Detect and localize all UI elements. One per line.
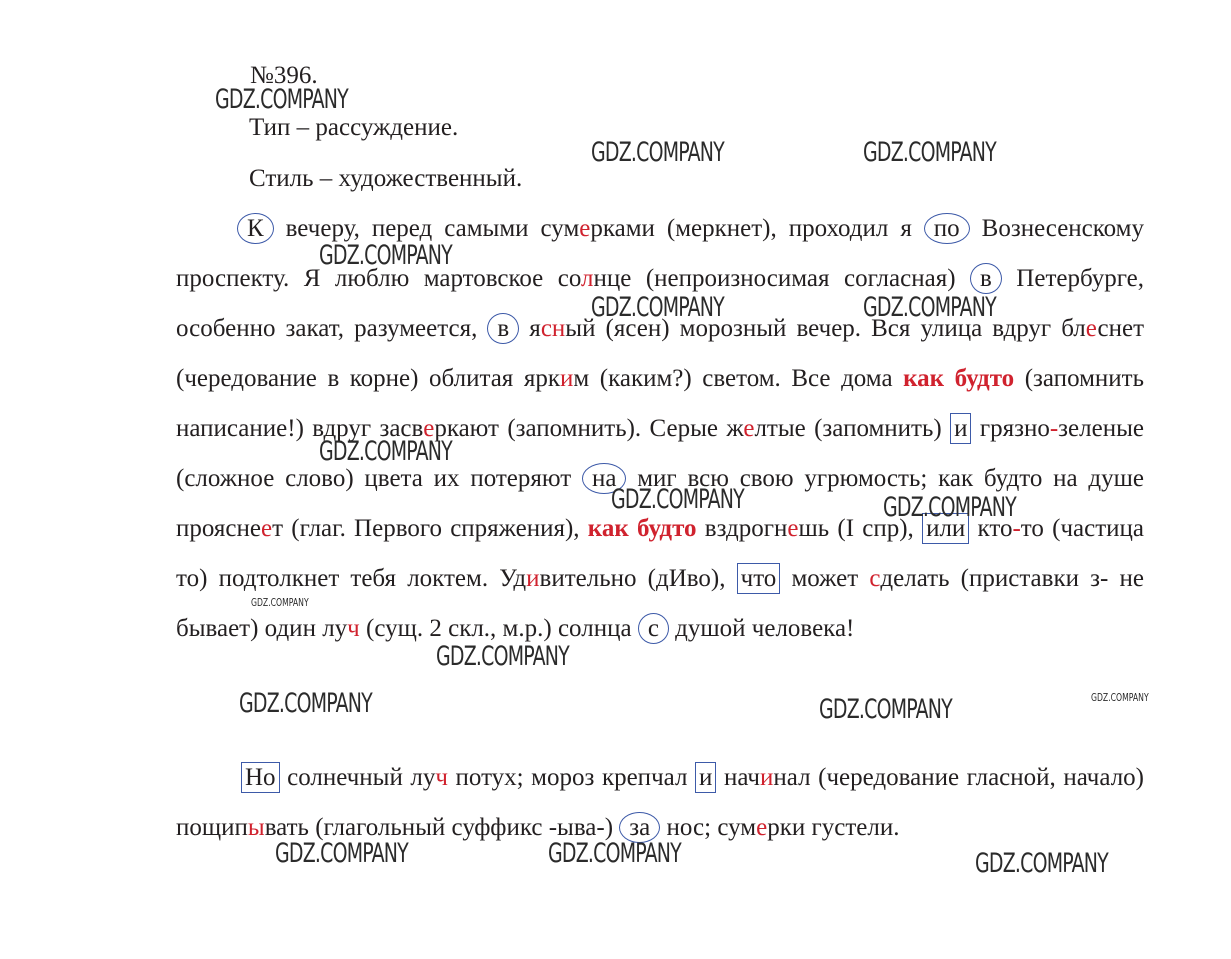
watermark: GDZ.COMPANY: [436, 641, 569, 672]
red-letter: е: [579, 215, 591, 242]
circled-word: в: [970, 263, 1002, 294]
red-letter: е: [423, 415, 435, 442]
exercise-number: №396.: [250, 62, 318, 89]
text-run: т (глаг. Первого спряжения),: [272, 515, 588, 542]
watermark: GDZ.COMPANY: [863, 137, 996, 168]
text-run: (запомнить написание!) вдруг засв: [176, 365, 1144, 442]
red-letter: е: [1085, 315, 1098, 342]
watermark: GDZ.COMPANY: [215, 84, 348, 115]
text-run: снет (чередование в корне) облитая ярк: [176, 315, 1145, 392]
text-run: может: [780, 565, 870, 592]
text-run: я: [519, 315, 541, 342]
watermark: GDZ.COMPANY: [548, 838, 681, 869]
red-letter: е: [260, 515, 273, 542]
text-run: шь (I спр),: [798, 515, 923, 542]
boxed-word: и: [695, 762, 716, 793]
red-letter: и: [526, 565, 540, 592]
red-letter: -: [1049, 415, 1059, 442]
text-run: м (каким?) светом. Все дома: [573, 365, 904, 392]
watermark: GDZ.COMPANY: [275, 838, 408, 869]
text-run: душой человека!: [668, 615, 855, 642]
red-letter: ч: [435, 764, 448, 791]
watermark: GDZ.COMPANY: [883, 492, 1016, 523]
text-run: вительно (дИво),: [539, 565, 737, 592]
red-letter: и: [560, 365, 574, 392]
watermark: GDZ.COMPANY: [591, 137, 724, 168]
text-run: (сущ. 2 скл., м.р.) солнца: [359, 615, 638, 642]
circled-word: в: [487, 313, 519, 344]
watermark: GDZ.COMPANY: [319, 436, 452, 467]
red-letter: ч: [347, 615, 360, 642]
boxed-word: и: [950, 413, 971, 444]
watermark: GDZ.COMPANY: [611, 484, 744, 515]
circled-word: по: [924, 213, 970, 244]
text-run: миг всю свою угрюмость; как будто на душе проясне: [176, 465, 1144, 542]
text-style-line: Стиль – художественный.: [249, 165, 523, 192]
text-run: лтые (запомнить): [754, 415, 951, 442]
text-run: рками (меркнет), проходил я: [590, 215, 924, 242]
text-run: потух; мороз крепчал: [447, 764, 695, 791]
text-run: вать (глагольный суффикс -ыва-): [264, 814, 620, 841]
text-run: нач: [716, 764, 761, 791]
text-run: вечеру, перед самыми сум: [273, 215, 580, 242]
text-run: ый (ясен) морозный вечер. Вся улица вдруг бл: [565, 315, 1086, 342]
watermark: GDZ.COMPANY: [863, 292, 996, 323]
text-run: рки густели.: [767, 814, 900, 841]
text-run: кто: [969, 515, 1013, 542]
bold-red-phrase: как будто: [587, 515, 697, 542]
circled-word: К: [237, 213, 274, 244]
text-run: солнечный лу: [279, 764, 436, 791]
watermark: GDZ.COMPANY: [251, 596, 309, 609]
main-paragraph: [176, 204, 1144, 654]
watermark: GDZ.COMPANY: [239, 688, 372, 719]
red-letter: е: [756, 814, 768, 841]
watermark: GDZ.COMPANY: [975, 848, 1108, 879]
red-letter: -: [1012, 515, 1021, 542]
boxed-word: или: [922, 513, 969, 544]
text-run: вздрогн: [696, 515, 788, 542]
circled-word: с: [638, 613, 669, 644]
red-letter: е: [787, 515, 799, 542]
text-run: грязно: [971, 415, 1050, 442]
text-run: нос; сум: [660, 814, 757, 841]
bold-red-phrase: как будто: [903, 365, 1015, 392]
circled-word: на: [582, 463, 626, 494]
red-letter: ы: [247, 814, 265, 841]
watermark: GDZ.COMPANY: [591, 292, 724, 323]
boxed-word: что: [737, 563, 781, 594]
text-run: нал (чередование гласной, начало) пощип: [176, 764, 1144, 841]
text-run: Вознесенскому проспекту. Я люблю мартовское со: [176, 215, 1144, 292]
red-letter: с: [869, 565, 881, 592]
text-run: Петербурге, особенно закат, разумеется,: [176, 265, 1144, 342]
red-letter: е: [743, 415, 755, 442]
boxed-word: Но: [241, 762, 280, 793]
red-letter: сн: [540, 315, 566, 342]
text-run: делать (приставки з- не бывает) один лу: [176, 565, 1144, 642]
watermark: GDZ.COMPANY: [819, 694, 952, 725]
text-run: то (частица то) подтолкнет тебя локтем. Уд: [176, 515, 1144, 592]
text-run: ркают (запомнить). Серые ж: [434, 415, 744, 442]
text-run: зеленые (сложное слово) цвета их потеряют: [176, 415, 1144, 492]
circled-word: за: [619, 812, 660, 843]
text-run: нце (непроизносимая согласная): [593, 265, 970, 292]
watermark: GDZ.COMPANY: [1091, 691, 1149, 704]
red-letter: и: [760, 764, 774, 791]
watermark: GDZ.COMPANY: [319, 240, 452, 271]
text-type-line: Тип – рассуждение.: [249, 114, 459, 141]
red-letter: л: [581, 265, 594, 292]
